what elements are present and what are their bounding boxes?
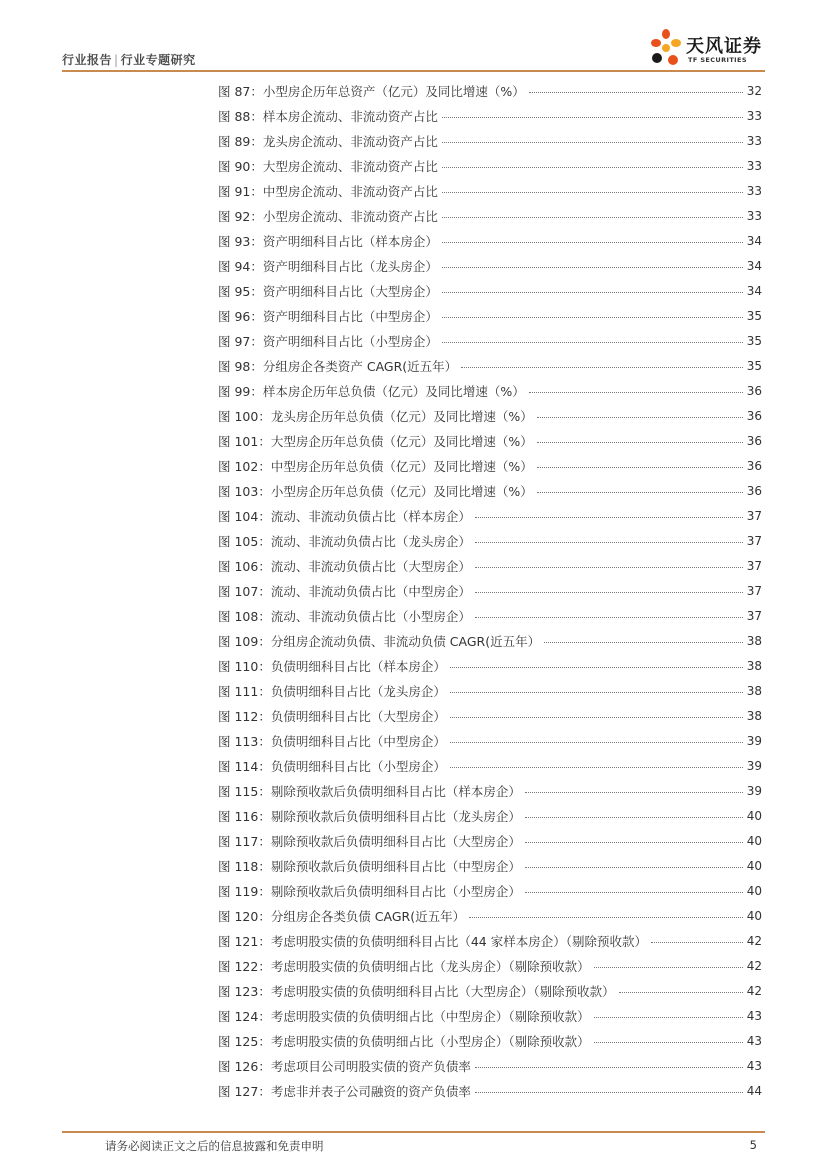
toc-entry[interactable] [218,653,762,678]
toc-entry-label: 图 117：剔除预收款后负债明细科目占比（大型房企） [218,833,521,849]
toc-entry-page: 43 [746,1008,762,1023]
toc-entry-label: 图 116：剔除预收款后负债明细科目占比（龙头房企） [218,808,521,824]
logo-name-cn: 天风证券 [686,36,762,57]
page-number: 5 [749,1138,757,1152]
toc-entry[interactable] [218,753,762,778]
toc-entry-page: 39 [746,783,762,798]
logo-name-en: TF SECURITIES [688,56,747,64]
toc-entry-label: 图 105：流动、非流动负债占比（龙头房企） [218,533,471,549]
figure-index [218,78,762,1103]
company-logo [648,26,768,72]
report-subtype: 行业专题研究 [120,53,196,67]
toc-entry-label: 图 122：考虑明股实债的负债明细占比（龙头房企）（剔除预收款） [218,958,590,974]
toc-dot-leader [537,417,743,418]
toc-entry-label: 图 99：样本房企历年总负债（亿元）及同比增速（%） [218,383,525,399]
toc-entry[interactable] [218,328,762,353]
toc-entry[interactable] [218,378,762,403]
toc-dot-leader [525,867,743,868]
toc-entry-page: 43 [746,1033,762,1048]
toc-entry[interactable] [218,353,762,378]
toc-dot-leader [442,242,743,243]
toc-dot-leader [594,967,743,968]
toc-entry-label: 图 111：负债明细科目占比（龙头房企） [218,683,446,699]
toc-dot-leader [450,717,743,718]
toc-entry[interactable] [218,453,762,478]
toc-entry[interactable] [218,478,762,503]
toc-entry-page: 35 [746,333,762,348]
toc-dot-leader [529,92,743,93]
toc-dot-leader [525,817,743,818]
toc-entry-page: 33 [746,108,762,123]
toc-entry[interactable] [218,703,762,728]
toc-entry-page: 36 [746,408,762,423]
toc-entry[interactable] [218,628,762,653]
toc-entry[interactable] [218,778,762,803]
toc-entry[interactable] [218,503,762,528]
toc-entry-label: 图 108：流动、非流动负债占比（小型房企） [218,608,471,624]
toc-entry-label: 图 120：分组房企各类负债 CAGR(近五年） [218,908,466,924]
toc-entry[interactable] [218,78,762,103]
toc-entry-label: 图 98：分组房企各类资产 CAGR(近五年） [218,358,458,374]
toc-entry-page: 40 [746,908,762,923]
toc-entry[interactable] [218,203,762,228]
toc-dot-leader [442,217,743,218]
toc-entry-label: 图 104：流动、非流动负债占比（样本房企） [218,508,471,524]
toc-dot-leader [525,892,743,893]
toc-entry-label: 图 96：资产明细科目占比（中型房企） [218,308,438,324]
toc-dot-leader [442,167,743,168]
toc-entry[interactable] [218,903,762,928]
toc-entry-label: 图 115：剔除预收款后负债明细科目占比（样本房企） [218,783,521,799]
toc-entry-label: 图 124：考虑明股实债的负债明细占比（中型房企）（剔除预收款） [218,1008,590,1024]
toc-dot-leader [442,142,743,143]
toc-entry-label: 图 93：资产明细科目占比（样本房企） [218,233,438,249]
toc-dot-leader [529,392,743,393]
toc-entry-label: 图 107：流动、非流动负债占比（中型房企） [218,583,471,599]
toc-entry[interactable] [218,678,762,703]
toc-entry-page: 37 [746,533,762,548]
toc-entry-label: 图 92：小型房企流动、非流动资产占比 [218,208,438,224]
toc-entry-label: 图 94：资产明细科目占比（龙头房企） [218,258,438,274]
toc-entry[interactable] [218,978,762,1003]
toc-dot-leader [475,517,743,518]
header-divider [62,70,765,72]
toc-entry-label: 图 103：小型房企历年总负债（亿元）及同比增速（%） [218,483,533,499]
toc-entry-label: 图 102：中型房企历年总负债（亿元）及同比增速（%） [218,458,533,474]
toc-entry[interactable] [218,803,762,828]
toc-dot-leader [475,567,743,568]
toc-entry-label: 图 87：小型房企历年总资产（亿元）及同比增速（%） [218,83,525,99]
toc-entry-page: 37 [746,508,762,523]
report-header [62,51,196,68]
report-type: 行业报告 [62,53,113,67]
toc-entry[interactable] [218,428,762,453]
toc-entry-label: 图 100：龙头房企历年总负债（亿元）及同比增速（%） [218,408,533,424]
toc-entry-page: 39 [746,733,762,748]
toc-entry-label: 图 88：样本房企流动、非流动资产占比 [218,108,438,124]
toc-entry-page: 34 [746,283,762,298]
toc-entry-page: 40 [746,883,762,898]
toc-entry-label: 图 101：大型房企历年总负债（亿元）及同比增速（%） [218,433,533,449]
toc-entry[interactable] [218,553,762,578]
toc-dot-leader [450,692,743,693]
toc-entry-page: 37 [746,583,762,598]
toc-entry-label: 图 97：资产明细科目占比（小型房企） [218,333,438,349]
tf-flower-logo-icon [648,28,684,72]
toc-entry-page: 35 [746,358,762,373]
toc-entry-page: 37 [746,558,762,573]
toc-entry[interactable] [218,103,762,128]
toc-entry-label: 图 91：中型房企流动、非流动资产占比 [218,183,438,199]
toc-entry-page: 38 [746,708,762,723]
toc-entry-page: 40 [746,808,762,823]
toc-entry[interactable] [218,603,762,628]
toc-entry-page: 33 [746,158,762,173]
header-separator: | [114,53,119,67]
toc-entry[interactable] [218,1003,762,1028]
toc-entry-page: 39 [746,758,762,773]
toc-entry[interactable] [218,228,762,253]
toc-entry[interactable] [218,403,762,428]
toc-entry-page: 34 [746,258,762,273]
toc-entry-label: 图 125：考虑明股实债的负债明细占比（小型房企）（剔除预收款） [218,1033,590,1049]
toc-entry-page: 42 [746,983,762,998]
footer-disclaimer: 请务必阅读正文之后的信息披露和免责申明 [105,1139,324,1153]
footer-divider [62,1131,765,1133]
toc-entry-label: 图 95：资产明细科目占比（大型房企） [218,283,438,299]
toc-entry[interactable] [218,1028,762,1053]
toc-entry[interactable] [218,578,762,603]
toc-entry-label: 图 89：龙头房企流动、非流动资产占比 [218,133,438,149]
toc-entry[interactable] [218,153,762,178]
toc-dot-leader [537,442,743,443]
toc-entry-label: 图 112：负债明细科目占比（大型房企） [218,708,446,724]
toc-dot-leader [442,117,743,118]
toc-dot-leader [544,642,743,643]
toc-entry-page: 33 [746,208,762,223]
toc-dot-leader [475,617,743,618]
toc-entry[interactable] [218,828,762,853]
toc-dot-leader [450,742,743,743]
toc-entry[interactable] [218,853,762,878]
toc-entry-page: 40 [746,858,762,873]
toc-dot-leader [525,792,743,793]
toc-entry-label: 图 114：负债明细科目占比（小型房企） [218,758,446,774]
toc-dot-leader [442,292,743,293]
toc-entry[interactable] [218,1053,762,1078]
toc-entry[interactable] [218,728,762,753]
toc-dot-leader [442,342,743,343]
toc-entry-label: 图 118：剔除预收款后负债明细科目占比（中型房企） [218,858,521,874]
toc-entry-label: 图 113：负债明细科目占比（中型房企） [218,733,446,749]
toc-entry[interactable] [218,303,762,328]
toc-entry-page: 32 [746,83,762,98]
toc-entry[interactable] [218,253,762,278]
toc-entry-page: 37 [746,608,762,623]
toc-entry-page: 42 [746,958,762,973]
toc-entry-label: 图 123：考虑明股实债的负债明细科目占比（大型房企）（剔除预收款） [218,983,615,999]
toc-dot-leader [475,1092,743,1093]
toc-dot-leader [442,267,743,268]
toc-entry-page: 42 [746,933,762,948]
toc-dot-leader [619,992,743,993]
toc-entry[interactable] [218,953,762,978]
toc-entry[interactable] [218,878,762,903]
toc-entry-page: 36 [746,383,762,398]
toc-entry-page: 36 [746,458,762,473]
toc-entry-page: 36 [746,483,762,498]
toc-entry[interactable] [218,178,762,203]
toc-entry-label: 图 121：考虑明股实债的负债明细科目占比（44 家样本房企）（剔除预收款） [218,933,647,949]
toc-dot-leader [442,192,743,193]
toc-dot-leader [475,592,743,593]
toc-dot-leader [537,492,743,493]
toc-dot-leader [537,467,743,468]
toc-dot-leader [651,942,743,943]
toc-entry-label: 图 119：剔除预收款后负债明细科目占比（小型房企） [218,883,521,899]
toc-entry-page: 44 [746,1083,762,1098]
toc-dot-leader [475,1067,743,1068]
toc-entry-page: 38 [746,633,762,648]
toc-entry-page: 40 [746,833,762,848]
toc-entry-label: 图 90：大型房企流动、非流动资产占比 [218,158,438,174]
toc-entry[interactable] [218,128,762,153]
toc-dot-leader [450,767,743,768]
toc-entry-page: 38 [746,658,762,673]
toc-entry-page: 33 [746,133,762,148]
toc-entry[interactable] [218,928,762,953]
toc-dot-leader [475,542,743,543]
toc-dot-leader [461,367,743,368]
toc-dot-leader [469,917,743,918]
toc-dot-leader [594,1017,743,1018]
toc-entry-label: 图 106：流动、非流动负债占比（大型房企） [218,558,471,574]
toc-dot-leader [450,667,743,668]
toc-dot-leader [525,842,743,843]
toc-dot-leader [594,1042,743,1043]
toc-entry-label: 图 110：负债明细科目占比（样本房企） [218,658,446,674]
toc-entry[interactable] [218,1078,762,1103]
toc-entry-label: 图 127：考虑非并表子公司融资的资产负债率 [218,1083,471,1099]
toc-entry-page: 38 [746,683,762,698]
toc-entry-label: 图 109：分组房企流动负债、非流动负债 CAGR(近五年） [218,633,541,649]
toc-entry-page: 34 [746,233,762,248]
toc-entry-page: 33 [746,183,762,198]
toc-entry-page: 43 [746,1058,762,1073]
toc-entry[interactable] [218,278,762,303]
toc-entry-page: 35 [746,308,762,323]
toc-entry-page: 36 [746,433,762,448]
toc-dot-leader [442,317,743,318]
toc-entry[interactable] [218,528,762,553]
toc-entry-label: 图 126：考虑项目公司明股实债的资产负债率 [218,1058,471,1074]
